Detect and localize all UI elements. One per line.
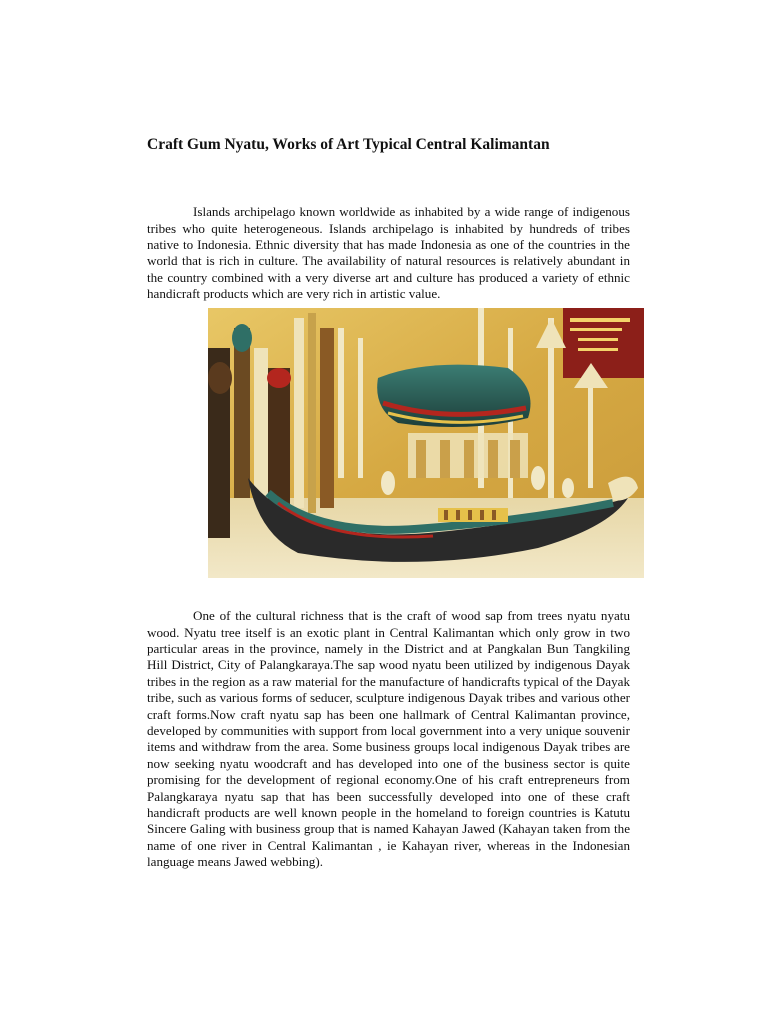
paragraph-intro: Islands archipelago known worldwide as inhabited by a wide range of indigenous tribes who quite heterogeneous. Islands archipelago is inhabited by hundreds of tribes native to Indonesia. Ethnic diversity that has made Indonesia as one of the countries in the world that is rich in culture. The availability of natural resources is relatively abundant in the country combined with a very diverse art and culture has produced a variety of ethnic handicraft products which are very rich in artistic value. [147, 204, 630, 302]
document-title: Craft Gum Nyatu, Works of Art Typical Central Kalimantan [147, 136, 550, 153]
boat-sculpture-photo [208, 308, 644, 578]
paragraph-nyatu: One of the cultural richness that is the craft of wood sap from trees nyatu nyatu wood. Nyatu tree itself is an exotic plant in Central Kalimantan which only grow in two particular areas in the province, namely in the District and at Pangkalan Bun Tangkiling Hill District, City of Palangkaraya.The sap wood nyatu been utilized by indigenous Dayak tribes in the region as a raw material for the manufacture of handicrafts typical of the Dayak tribe, such as various forms of seducer, sculpture indigenous Dayak tribes and various other craft forms.Now craft nyatu sap has been one hallmark of Central Kalimantan province, developed by communities with support from local government into a very unique souvenir items and withdraw from the area. Some business groups local indigenous Dayak tribes are now seeking nyatu woodcraft and has developed into one of the business sector is quite promising for the development of regional economy.One of his craft entrepreneurs from Palangkaraya nyatu sap that has been successfully developed into one of these craft handicraft products are well known people in the homeland to foreign countries is Katutu Sincere Galing with business group that is named Kahayan Jawed (Kahayan taken from the name of one river in Central Kalimantan , ie Kahayan river, whereas in the Indonesian language means Jawed webbing). [147, 608, 630, 870]
